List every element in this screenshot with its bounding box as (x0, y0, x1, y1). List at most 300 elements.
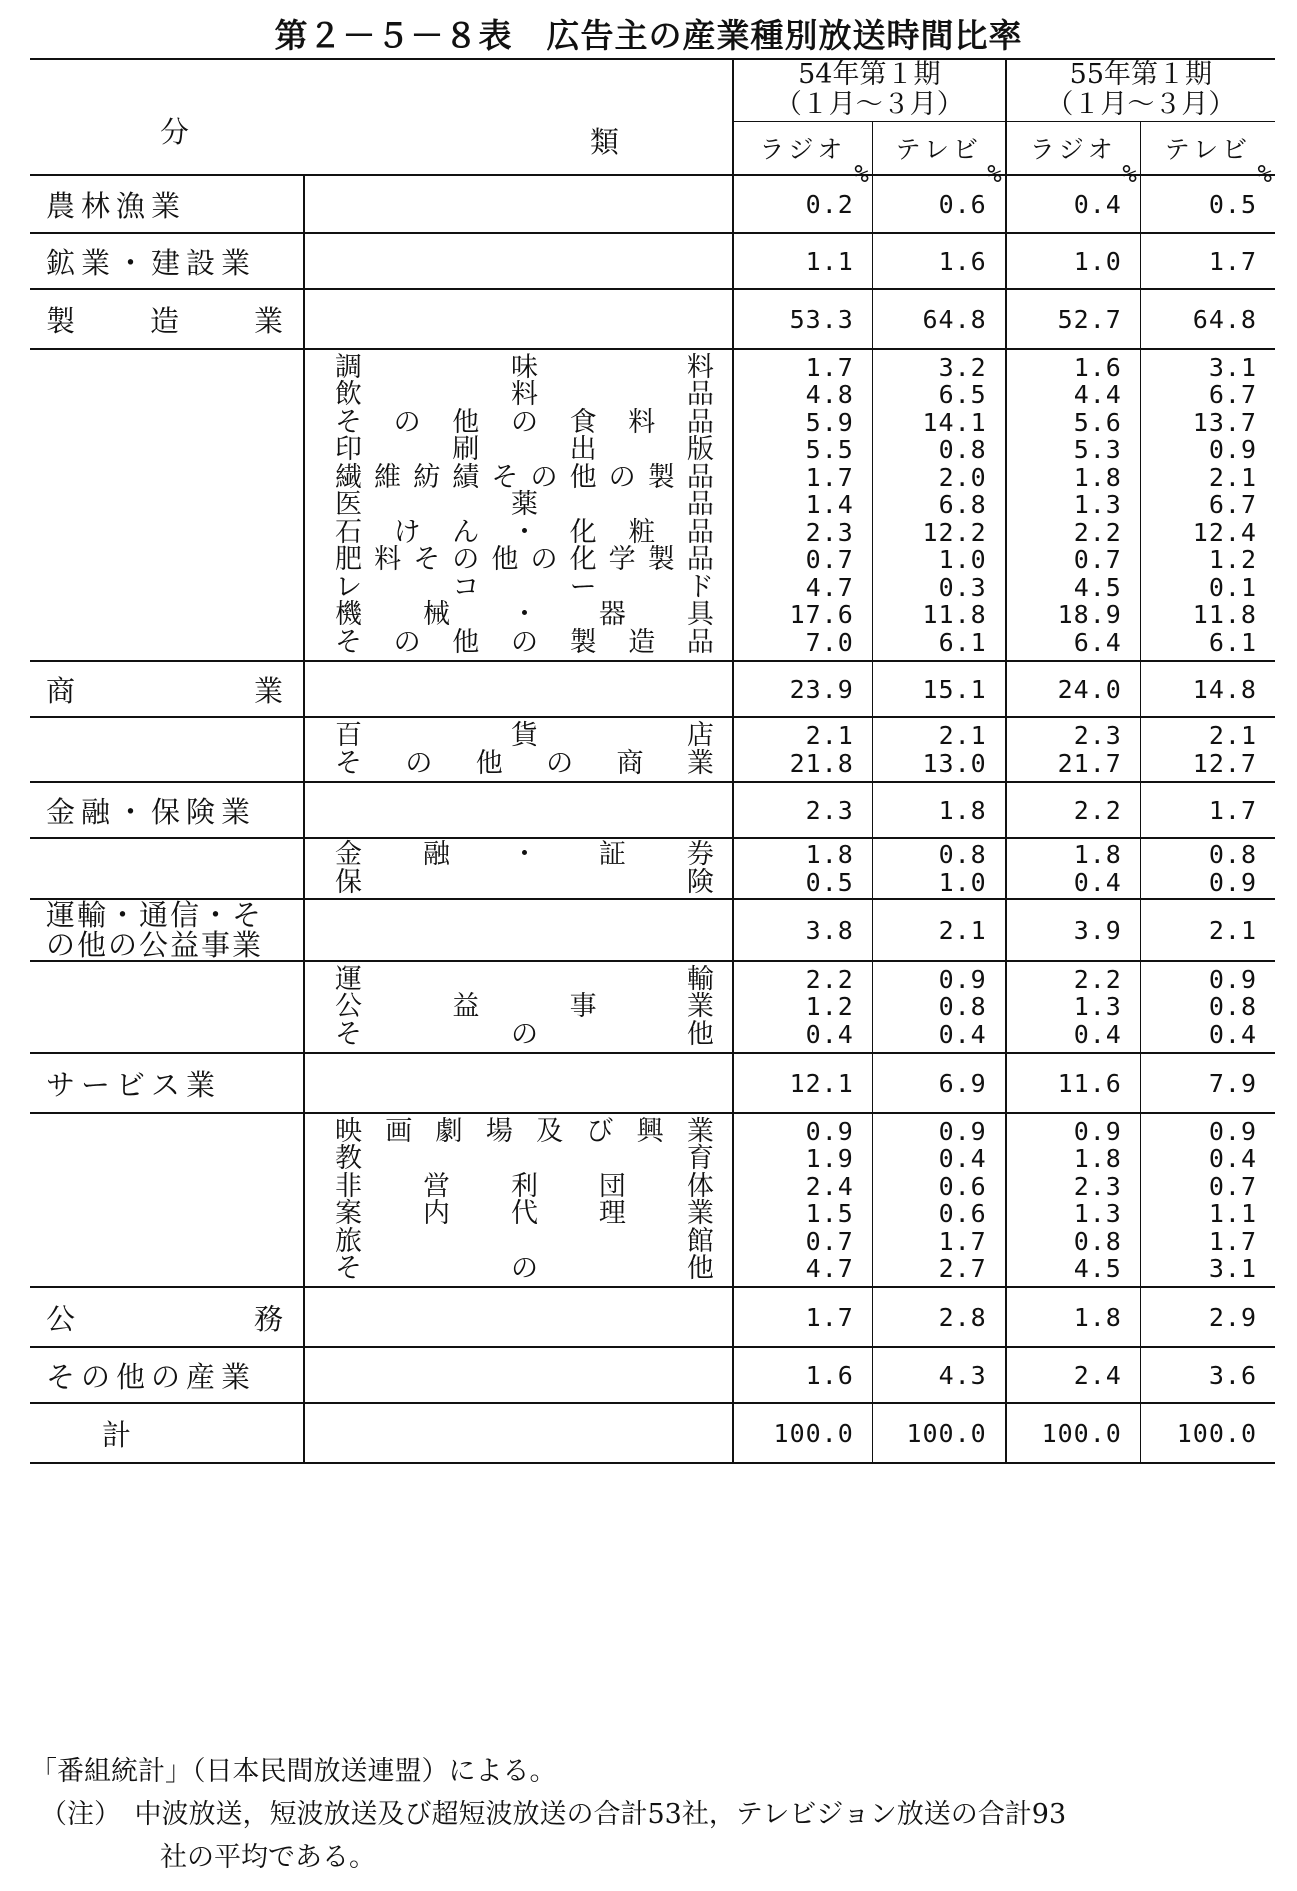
subcategory-value: 5.3 (1073, 435, 1122, 465)
category-char: 製 (46, 303, 82, 338)
value-cell: 3.9 (1006, 899, 1141, 961)
value-cell: 2.8 (872, 1287, 1005, 1347)
subcategory-value: 6.8 (938, 490, 987, 520)
subcategory-value: 0.7 (805, 545, 854, 575)
subcategory-value: 1.3 (1073, 490, 1122, 520)
value-cell: 2.1 (872, 899, 1005, 961)
subcategory-value: 6.5 (938, 380, 987, 410)
subcategory-value: 0.8 (938, 435, 987, 465)
subcategory-label (305, 1145, 732, 1173)
subcategory-char: 業 (686, 747, 714, 779)
subcategory-value: 6.1 (938, 627, 987, 657)
category-char: 務 (254, 1301, 290, 1336)
subcategory-char: コ (452, 571, 480, 603)
classification-header-rui: 類 (590, 125, 620, 159)
subcategory-char: の (393, 626, 421, 658)
subcategory-value: 2.1 (1208, 721, 1257, 750)
subcategory-char: そ (491, 461, 519, 493)
category-label-text (46, 241, 303, 282)
subcategory-char: の (546, 747, 574, 779)
value-cell: 15.1 (872, 661, 1005, 717)
category-char: 業 (254, 673, 290, 708)
subcategory-char: 店 (686, 720, 714, 751)
subcategory-char: 保 (335, 866, 363, 898)
footnote-line-1: 中波放送，短波放送及び超短波放送の合計53社，テレビジョン放送の合計93 (134, 1799, 1067, 1830)
classification-header (30, 59, 733, 175)
category-char: 業 (254, 303, 290, 338)
detail-row-group (30, 717, 1275, 782)
subcategory-label (305, 1200, 732, 1228)
period-1979-q1-header: 54年第１期 （１月～３月） (733, 59, 1006, 121)
subcategory-labels (304, 717, 733, 782)
subcategory-value: 0.9 (1208, 964, 1257, 994)
subcategory-label (305, 747, 732, 779)
footnote-prefix: （注） (40, 1799, 108, 1830)
subcategory-char: 石 (335, 516, 363, 548)
value-cell: 1.7 (1140, 782, 1275, 838)
subcategory-values (1006, 349, 1141, 661)
category-label (30, 1053, 304, 1113)
subcategory-char: 品 (686, 461, 714, 493)
subcategory-value: 1.2 (805, 992, 854, 1022)
source-note: 「番組統計」（日本民間放送連盟）による。 (30, 1756, 557, 1787)
subcategory-value: 0.1 (1208, 572, 1257, 602)
subcategory-char: 劇 (435, 1115, 463, 1147)
category-row (30, 289, 1275, 349)
subcategory-char: 興 (636, 1115, 664, 1147)
subcategory-label (305, 1115, 732, 1147)
category-row (30, 782, 1275, 838)
category-label (30, 233, 304, 289)
category-label-text (46, 299, 303, 340)
subcategory-char: の (510, 626, 538, 658)
subcategory-char: 他 (686, 1253, 714, 1284)
subcategory-values (1006, 961, 1141, 1053)
subcategory-values (872, 961, 1005, 1053)
subcategory-char: の (510, 1018, 538, 1050)
subcategory-char: 及 (536, 1115, 564, 1147)
subcategory-value: 1.7 (938, 1226, 987, 1256)
subcategory-char: 版 (686, 434, 714, 466)
subcategory-label (305, 516, 732, 548)
subcategory-char: ・ (510, 839, 538, 870)
subcategory-char: 料 (686, 351, 714, 383)
subcategory-char: 非 (335, 1170, 363, 1202)
blank-cell (304, 289, 733, 349)
subcategory-char: 代 (510, 1198, 538, 1229)
subcategory-char: 績 (452, 461, 480, 493)
subcategory-char: 他 (491, 544, 519, 576)
radio-header-1980: ラジオ (1006, 121, 1141, 175)
subcategory-labels (304, 349, 733, 661)
subcategory-char: 証 (598, 839, 626, 870)
category-label-text (46, 1413, 303, 1454)
subcategory-value: 0.9 (938, 964, 987, 994)
statistics-table (30, 58, 1275, 1464)
category-text: 鉱業・建設業 (46, 245, 257, 280)
subcategory-char: の (405, 747, 433, 779)
subcategory-label (305, 1225, 732, 1257)
value-cell: 4.3 (872, 1347, 1005, 1403)
subcategory-value: 18.9 (1057, 600, 1122, 630)
category-row (30, 1053, 1275, 1113)
subcategory-values (1140, 1113, 1275, 1287)
category-label-text (46, 184, 303, 225)
subcategory-char: 案 (335, 1198, 363, 1229)
subcategory-char: 化 (569, 544, 597, 576)
subcategory-char: 業 (686, 1198, 714, 1229)
subcategory-value: 1.2 (1208, 545, 1257, 575)
value-cell: 2.9 (1140, 1287, 1275, 1347)
subcategory-char: 事 (569, 991, 597, 1023)
subcategory-values (872, 838, 1005, 899)
value-text: 0.6 (938, 189, 987, 219)
subcategory-char: ・ (510, 599, 538, 631)
subcategory-value: 1.7 (805, 462, 854, 492)
category-row (30, 1403, 1275, 1463)
category-char: 商 (46, 673, 82, 708)
subcategory-char: ん (452, 516, 480, 548)
subcategory-value: 0.8 (1208, 840, 1257, 869)
value-cell: 100.0 (872, 1403, 1005, 1463)
subcategory-char: の (452, 544, 480, 576)
subcategory-value: 0.8 (938, 992, 987, 1022)
subcategory-char: 品 (686, 489, 714, 521)
subcategory-label (305, 1170, 732, 1202)
subcategory-char: の (608, 461, 636, 493)
subcategory-char: そ (335, 406, 363, 438)
subcategory-value: 21.8 (789, 748, 854, 778)
subcategory-value: 11.8 (1192, 600, 1257, 630)
subcategory-value: 4.4 (1073, 380, 1122, 410)
percent-mark: % (1257, 160, 1273, 188)
category-label (30, 661, 304, 717)
subcategory-value: 0.4 (805, 1019, 854, 1049)
subcategory-values (1006, 717, 1141, 782)
value-cell: 14.8 (1140, 661, 1275, 717)
value-text: 0.2 (805, 189, 854, 219)
subcategory-value: 1.0 (938, 545, 987, 575)
subcategory-label (305, 351, 732, 383)
subcategory-value: 0.7 (1208, 1171, 1257, 1201)
subcategory-value: 2.2 (1073, 517, 1122, 547)
blank-cell (304, 1347, 733, 1403)
blank-cell (304, 233, 733, 289)
category-row (30, 233, 1275, 289)
subcategory-value: 1.9 (805, 1144, 854, 1173)
category-label (30, 1403, 304, 1463)
subcategory-char: ・ (510, 516, 538, 548)
subcategory-label (305, 601, 732, 629)
subcategory-char: 業 (686, 1115, 714, 1147)
subcategory-char: 育 (686, 1143, 714, 1174)
subcategory-label (305, 461, 732, 493)
subcategory-value: 0.4 (1208, 1019, 1257, 1049)
subcategory-label (305, 963, 732, 995)
subcategory-value: 3.1 (1208, 1254, 1257, 1283)
subcategory-char: そ (335, 1018, 363, 1050)
subcategory-value: 0.7 (1073, 545, 1122, 575)
subcategory-value: 0.8 (1073, 1226, 1122, 1256)
subcategory-char: 製 (647, 544, 675, 576)
value-cell: 3.8 (733, 899, 872, 961)
subcategory-value: 1.1 (1208, 1199, 1257, 1228)
value-cell: 1.7 (1140, 233, 1275, 289)
subcategory-char: 出 (569, 434, 597, 466)
blank-cell (304, 1403, 733, 1463)
subcategory-label (305, 491, 732, 519)
subcategory-value: 6.7 (1208, 490, 1257, 520)
subcategory-values (1140, 838, 1275, 899)
subcategory-char: 維 (374, 461, 402, 493)
category-row (30, 1347, 1275, 1403)
category-char: 造 (150, 303, 186, 338)
subcategory-value: 0.4 (1208, 1144, 1257, 1173)
subcategory-char: の (530, 461, 558, 493)
subcategory-value: 1.8 (1073, 462, 1122, 492)
category-label-line: の他の公益事業 (46, 928, 264, 962)
subcategory-char: の (510, 1253, 538, 1284)
subcategory-char: 体 (686, 1170, 714, 1202)
category-row (30, 175, 1275, 233)
subcategory-label (305, 546, 732, 574)
subcategory-char: 画 (385, 1115, 413, 1147)
radio-header-1979: ラジオ (733, 121, 872, 175)
category-text: その他の産業 (46, 1359, 257, 1394)
subcategory-value: 21.7 (1057, 748, 1122, 778)
value-cell: 1.6 (872, 233, 1005, 289)
subcategory-value: 0.9 (1208, 867, 1257, 897)
subcategory-value: 0.9 (1208, 1116, 1257, 1146)
value-cell: 100.0 (1006, 1403, 1141, 1463)
subcategory-label (305, 1255, 732, 1283)
subcategory-char: 械 (422, 599, 450, 631)
value-cell: 6.9 (872, 1053, 1005, 1113)
subcategory-value: 11.8 (922, 600, 987, 630)
subcategory-values (1140, 961, 1275, 1053)
subcategory-labels (304, 1113, 733, 1287)
subcategory-value: 1.8 (805, 840, 854, 869)
subcategory-char: 品 (686, 379, 714, 411)
subcategory-value: 6.1 (1208, 627, 1257, 657)
subcategory-char: 食 (569, 406, 597, 438)
subcategory-labels (304, 961, 733, 1053)
category-text: 農林漁業 (46, 188, 187, 223)
value-cell: 53.3 (733, 289, 872, 349)
subcategory-value: 5.6 (1073, 407, 1122, 437)
subcategory-label (305, 841, 732, 869)
value-cell: 12.1 (733, 1053, 872, 1113)
category-char: 計 (102, 1417, 138, 1452)
subcategory-value: 4.5 (1073, 1254, 1122, 1283)
subcategory-values (733, 1113, 872, 1287)
subcategory-values (1006, 1113, 1141, 1287)
value-cell: 1.8 (872, 782, 1005, 838)
tv-header-1979: テレビ (872, 121, 1005, 175)
subcategory-char: 化 (569, 516, 597, 548)
subcategory-char: レ (335, 571, 363, 603)
subcategory-char: 品 (686, 516, 714, 548)
blank-cell (30, 1113, 304, 1287)
subcategory-char: そ (413, 544, 441, 576)
subcategory-values (872, 1113, 1005, 1287)
subcategory-label (305, 993, 732, 1021)
category-label (30, 782, 304, 838)
value-cell: 100.0 (1140, 1403, 1275, 1463)
subcategory-char: 映 (335, 1115, 363, 1147)
subcategory-char: け (393, 516, 421, 548)
category-row (30, 1287, 1275, 1347)
category-label-line: 運輸・通信・そ (46, 898, 264, 932)
detail-row-group (30, 349, 1275, 661)
subcategory-char: 輸 (686, 963, 714, 995)
subcategory-char: 場 (485, 1115, 513, 1147)
subcategory-value: 6.4 (1073, 627, 1122, 657)
subcategory-char: 館 (686, 1225, 714, 1257)
blank-cell (304, 661, 733, 717)
footnote (40, 1793, 1280, 1879)
subcategory-label (305, 722, 732, 750)
subcategory-value: 0.6 (938, 1171, 987, 1201)
subcategory-char: 製 (647, 461, 675, 493)
subcategory-value: 12.4 (1192, 517, 1257, 547)
value-cell: 1.1 (733, 233, 872, 289)
value-cell (1006, 160, 1141, 233)
category-label (30, 899, 304, 961)
subcategory-char: 器 (598, 599, 626, 631)
subcategory-char: 味 (510, 351, 538, 383)
subcategory-label (305, 1018, 732, 1050)
subcategory-value: 0.7 (805, 1226, 854, 1256)
subcategory-char: 品 (686, 544, 714, 576)
subcategory-values (733, 838, 872, 899)
subcategory-value: 1.7 (1208, 1226, 1257, 1256)
subcategory-char: 医 (335, 489, 363, 521)
subcategory-value: 0.8 (938, 840, 987, 869)
subcategory-char: 造 (628, 626, 656, 658)
subcategory-value: 2.2 (1073, 964, 1122, 994)
subcategory-char: 険 (686, 866, 714, 898)
subcategory-value: 12.7 (1192, 748, 1257, 778)
subcategory-char: 業 (686, 991, 714, 1023)
subcategory-char: 印 (335, 434, 363, 466)
subcategory-char: 商 (616, 747, 644, 779)
subcategory-char: ー (569, 571, 597, 603)
subcategory-char: 貨 (510, 720, 538, 751)
subcategory-value: 1.8 (1073, 1144, 1122, 1173)
blank-cell (30, 838, 304, 899)
subcategory-value: 5.9 (805, 407, 854, 437)
subcategory-values (733, 961, 872, 1053)
subcategory-label (305, 381, 732, 409)
subcategory-value: 1.4 (805, 490, 854, 520)
classification-header-bun: 分 (160, 115, 190, 149)
subcategory-value: 4.5 (1073, 572, 1122, 602)
subcategory-char: そ (335, 1253, 363, 1284)
category-char: 公 (46, 1301, 82, 1336)
subcategory-char: 教 (335, 1143, 363, 1174)
value-cell: 64.8 (1140, 289, 1275, 349)
subcategory-char: 金 (335, 839, 363, 870)
subcategory-char: び (586, 1115, 614, 1147)
subcategory-label (305, 436, 732, 464)
subcategory-char: 理 (598, 1198, 626, 1229)
blank-cell (30, 717, 304, 782)
category-text: 金融・保険業 (46, 794, 257, 829)
subcategory-char: そ (335, 747, 363, 779)
detail-row-group (30, 838, 1275, 899)
blank-cell (304, 1053, 733, 1113)
subcategory-char: 融 (422, 839, 450, 870)
value-cell: 1.6 (733, 1347, 872, 1403)
subcategory-value: 2.3 (1073, 1171, 1122, 1201)
subcategory-char: 内 (422, 1198, 450, 1229)
subcategory-value: 7.0 (805, 627, 854, 657)
value-cell: 23.9 (733, 661, 872, 717)
subcategory-value: 0.8 (1208, 992, 1257, 1022)
subcategory-char: 団 (598, 1170, 626, 1202)
value-cell (872, 160, 1005, 233)
value-cell: 7.9 (1140, 1053, 1275, 1113)
subcategory-char: ド (686, 571, 714, 603)
subcategory-value: 6.7 (1208, 380, 1257, 410)
subcategory-char: の (510, 406, 538, 438)
value-cell: 11.6 (1006, 1053, 1141, 1113)
subcategory-value: 0.4 (1073, 1019, 1122, 1049)
subcategory-char: 飲 (335, 379, 363, 411)
subcategory-char: 他 (452, 626, 480, 658)
value-cell: 52.7 (1006, 289, 1141, 349)
subcategory-value: 13.0 (922, 748, 987, 778)
subcategory-label (305, 406, 732, 438)
subcategory-values (1140, 717, 1275, 782)
subcategory-labels (304, 838, 733, 899)
subcategory-values (1006, 838, 1141, 899)
value-cell: 24.0 (1006, 661, 1141, 717)
period-1980-q1-header: 55年第１期 （１月～３月） (1006, 59, 1275, 121)
subcategory-value: 0.9 (938, 1116, 987, 1146)
detail-row-group (30, 1113, 1275, 1287)
subcategory-value: 17.6 (789, 600, 854, 630)
blank-cell (304, 175, 733, 233)
subcategory-char: 公 (335, 991, 363, 1023)
subcategory-value: 0.9 (1073, 1116, 1122, 1146)
subcategory-char: 紡 (413, 461, 441, 493)
subcategory-char: の (393, 406, 421, 438)
subcategory-char: 運 (335, 963, 363, 995)
subcategory-values (733, 717, 872, 782)
subcategory-char: 調 (335, 351, 363, 383)
percent-mark: % (854, 160, 870, 188)
subcategory-value: 1.8 (1073, 840, 1122, 869)
subcategory-value: 2.1 (1208, 462, 1257, 492)
subcategory-char: 営 (422, 1170, 450, 1202)
value-cell: 3.6 (1140, 1347, 1275, 1403)
percent-mark: % (1122, 160, 1138, 188)
subcategory-char: 他 (452, 406, 480, 438)
subcategory-char: 旅 (335, 1225, 363, 1257)
subcategory-value: 13.7 (1192, 407, 1257, 437)
subcategory-value: 1.3 (1073, 992, 1122, 1022)
subcategory-value: 1.7 (805, 352, 854, 382)
subcategory-char: 百 (335, 720, 363, 751)
subcategory-char: 益 (452, 991, 480, 1023)
subcategory-label (305, 866, 732, 898)
subcategory-char: 利 (510, 1170, 538, 1202)
subcategory-char: 料 (374, 544, 402, 576)
subcategory-label (305, 626, 732, 658)
subcategory-char: そ (335, 626, 363, 658)
